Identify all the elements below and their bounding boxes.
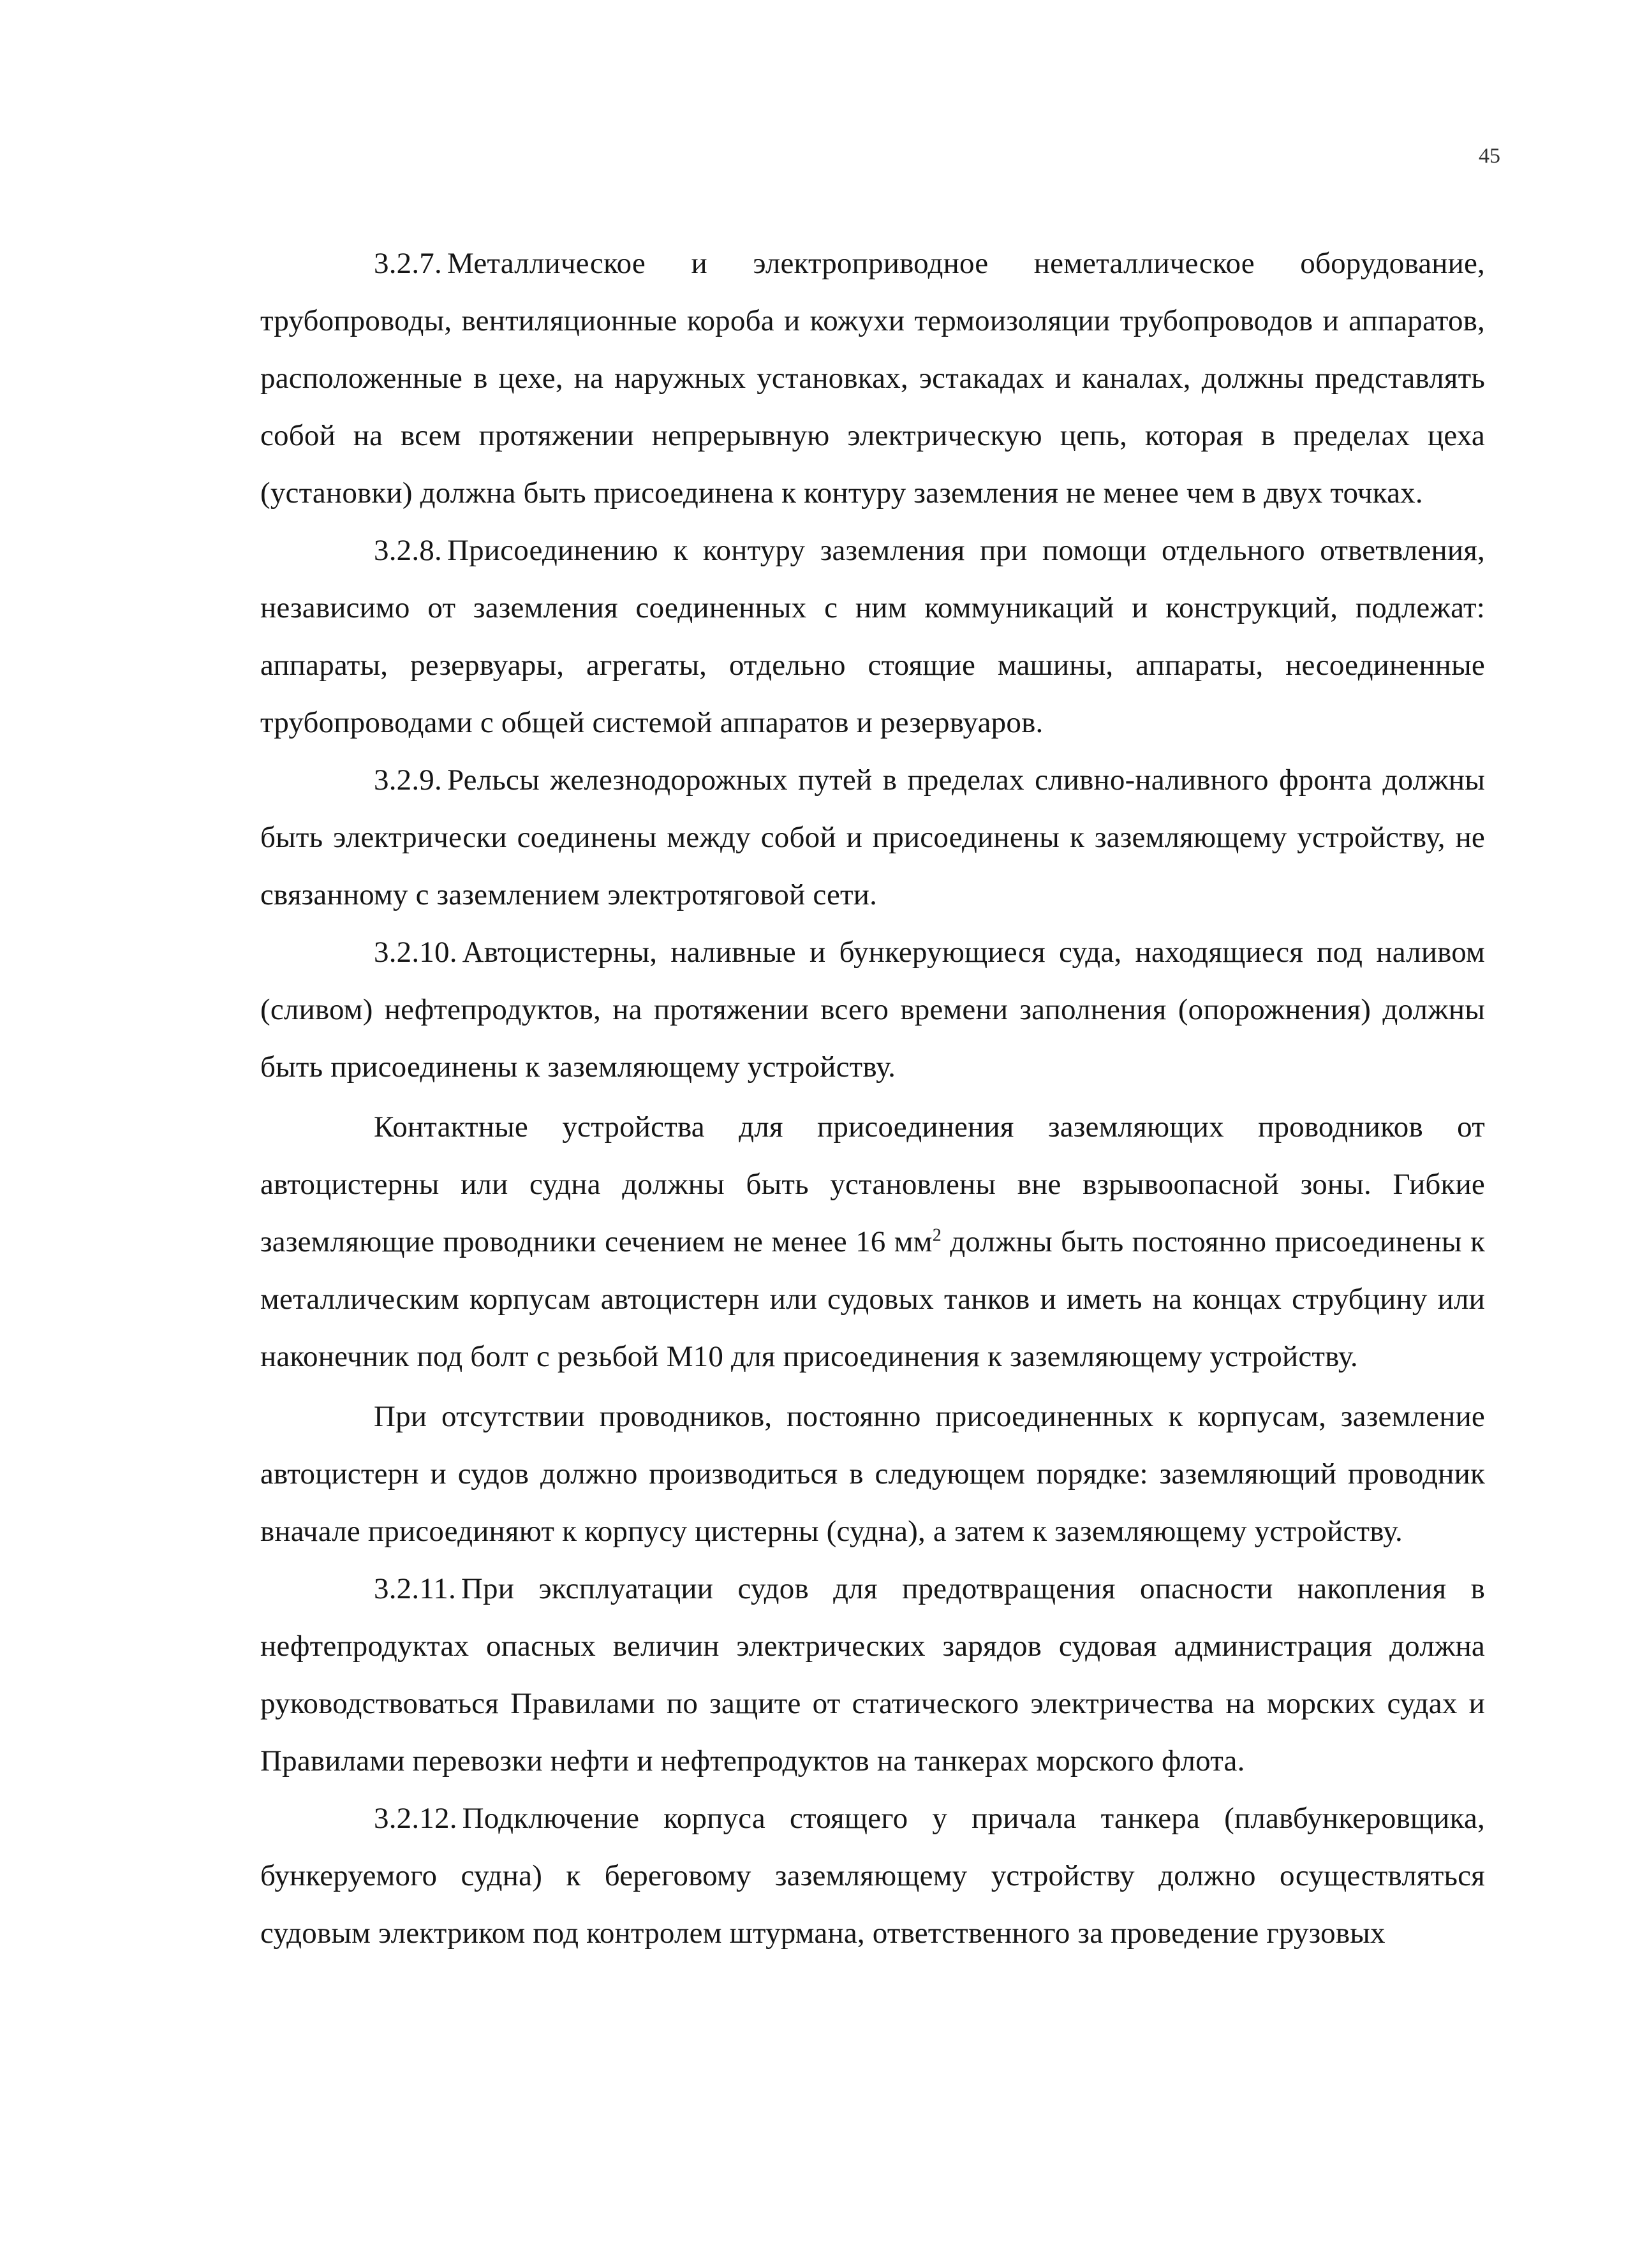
document-body [260, 235, 1485, 1962]
paragraph-text: Рельсы железнодорожных путей в пределах сливно-наливного фронта должны быть электрически соединены между собой и присоединены к заземляющему устройству, не связанному с заземлением электротяговой сети. [260, 763, 1485, 911]
paragraph-text: При эксплуатации судов для предотвращения опасности накопления в нефтепродуктах опасных величин электрических зарядов судовая администрация должна руководствоваться Правилами по защите от статического электричества на морских судах и Правилами перевозки нефти и нефтепродуктов на танкерах морского флота. [260, 1572, 1485, 1778]
paragraph-number: 3.2.8. [374, 534, 442, 567]
paragraph-3-2-8 [260, 522, 1485, 751]
paragraph-text: Подключение корпуса стоящего у причала танкера (плавбункеровщика, бункеруемого судна) к береговому заземляющему устройству должно осуществляться судовым электриком под контролем штурмана, ответственного за проведение грузовых [260, 1802, 1485, 1950]
page-number: 45 [1479, 144, 1500, 168]
paragraph-number: 3.2.12. [374, 1802, 457, 1835]
superscript: 2 [932, 1225, 942, 1246]
paragraph-text: Присоединению к контуру заземления при помощи отдельного ответвления, независимо от заземления соединенных с ним коммуникаций и конструкций, подлежат: аппараты, резервуары, агрегаты, отдельно стоящие машины, аппараты, несоединенные трубопроводами с общей системой аппаратов и резервуаров. [260, 534, 1485, 739]
paragraph-3-2-10 [260, 924, 1485, 1096]
paragraph-number: 3.2.11. [374, 1572, 456, 1605]
paragraph-3-2-9 [260, 751, 1485, 924]
paragraph-3-2-11 [260, 1560, 1485, 1790]
paragraph-text-continued: должны быть постоянно присоединены к металлическим корпусам автоцистерн или судовых танков и иметь на концах струбцину или наконечник под болт с резьбой М10 для присоединения к заземляющему устройству. [260, 1225, 1485, 1373]
paragraph-text: Металлическое и электроприводное неметаллическое оборудование, трубопроводы, вентиляционные короба и кожухи термоизоляции трубопроводов и аппаратов, расположенные в цехе, на наружных установках, эстакадах и каналах, должны представлять собой на всем протяжении непрерывную электрическую цепь, которая в пределах цеха (установки) должна быть присоединена к контуру заземления не менее чем в двух точках. [260, 247, 1485, 510]
paragraph-grounding-order [260, 1388, 1485, 1560]
paragraph-3-2-12 [260, 1790, 1485, 1962]
paragraph-contact-devices [260, 1098, 1485, 1385]
paragraph-text: Автоцистерны, наливные и бункерующиеся суда, находящиеся под наливом (сливом) нефтепродуктов, на протяжении всего времени заполнения (опорожнения) должны быть присоединены к заземляющему устройству. [260, 936, 1485, 1084]
paragraph-number: 3.2.10. [374, 936, 457, 969]
paragraph-text: При отсутствии проводников, постоянно присоединенных к корпусам, заземление автоцистерн и судов должно производиться в следующем порядке: заземляющий проводник вначале присоединяют к корпусу цистерны (судна), а затем к заземляющему устройству. [260, 1400, 1485, 1548]
paragraph-number: 3.2.9. [374, 763, 442, 797]
paragraph-text: Контактные устройства для присоединения заземляющих проводников от автоцистерны или судна должны быть установлены вне взрывоопасной зоны. Гибкие заземляющие проводники сечением не менее 16 мм [260, 1110, 1485, 1258]
paragraph-3-2-7 [260, 235, 1485, 522]
paragraph-number: 3.2.7. [374, 247, 442, 280]
